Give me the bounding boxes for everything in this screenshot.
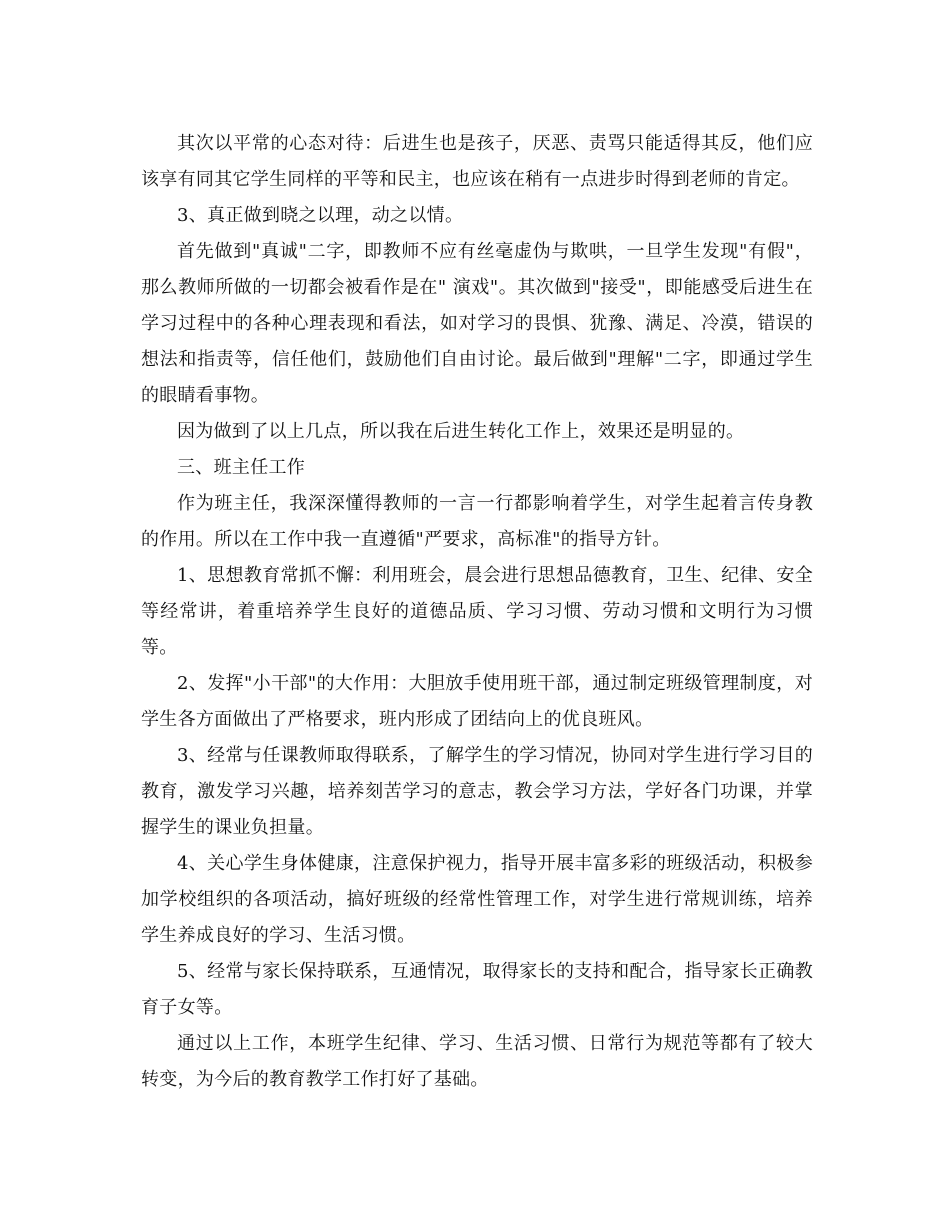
paragraph: 1、思想教育常抓不懈：利用班会，晨会进行思想品德教育，卫生、纪律、安全等经常讲，着重培养学生良好的道德品质、学习习惯、劳动习惯和文明行为习惯等。 <box>141 565 813 658</box>
document-body <box>141 126 813 1098</box>
paragraph: 3、经常与任课教师取得联系，了解学生的学习情况，协同对学生进行学习目的教育，激发学习兴趣，培养刻苦学习的意志，教会学习方法，学好各门功课，并掌握学生的课业负担量。 <box>141 745 813 838</box>
paragraph: 其次以平常的心态对待：后进生也是孩子，厌恶、责骂只能适得其反，他们应该享有同其它学生同样的平等和民主，也应该在稍有一点进步时得到老师的肯定。 <box>141 133 813 190</box>
paragraph: 通过以上工作，本班学生纪律、学习、生活习惯、日常行为规范等都有了较大转变，为今后的教育教学工作打好了基础。 <box>141 1033 813 1090</box>
paragraph: 首先做到"真诚"二字，即教师不应有丝毫虚伪与欺哄，一旦学生发现"有假"，那么教师所做的一切都会被看作是在" 演戏"。其次做到"接受"，即能感受后进生在学习过程中的各种心理表现和看法，如对学习的畏惧、犹豫、满足、冷漠，错误的想法和指责等，信任他们，鼓励他们自由讨论。最后做到"理解"二字，即通过学生的眼睛看事物。 <box>141 241 813 406</box>
paragraph: 作为班主任，我深深懂得教师的一言一行都影响着学生，对学生起着言传身教的作用。所以在工作中我一直遵循"严要求，高标准"的指导方针。 <box>141 493 813 550</box>
paragraph: 因为做到了以上几点，所以我在后进生转化工作上，效果还是明显的。 <box>177 421 745 442</box>
paragraph: 2、发挥"小干部"的大作用：大胆放手使用班干部，通过制定班级管理制度，对学生各方面做出了严格要求，班内形成了团结向上的优良班风。 <box>141 673 813 730</box>
paragraph: 5、经常与家长保持联系，互通情况，取得家长的支持和配合，指导家长正确教育子女等。 <box>141 961 813 1018</box>
paragraph: 4、关心学生身体健康，注意保护视力，指导开展丰富多彩的班级活动，积极参加学校组织的各项活动，搞好班级的经常性管理工作，对学生进行常规训练，培养学生养成良好的学习、生活习惯。 <box>141 853 813 946</box>
paragraph: 3、真正做到晓之以理，动之以情。 <box>177 205 464 226</box>
section-heading: 三、班主任工作 <box>177 457 306 478</box>
